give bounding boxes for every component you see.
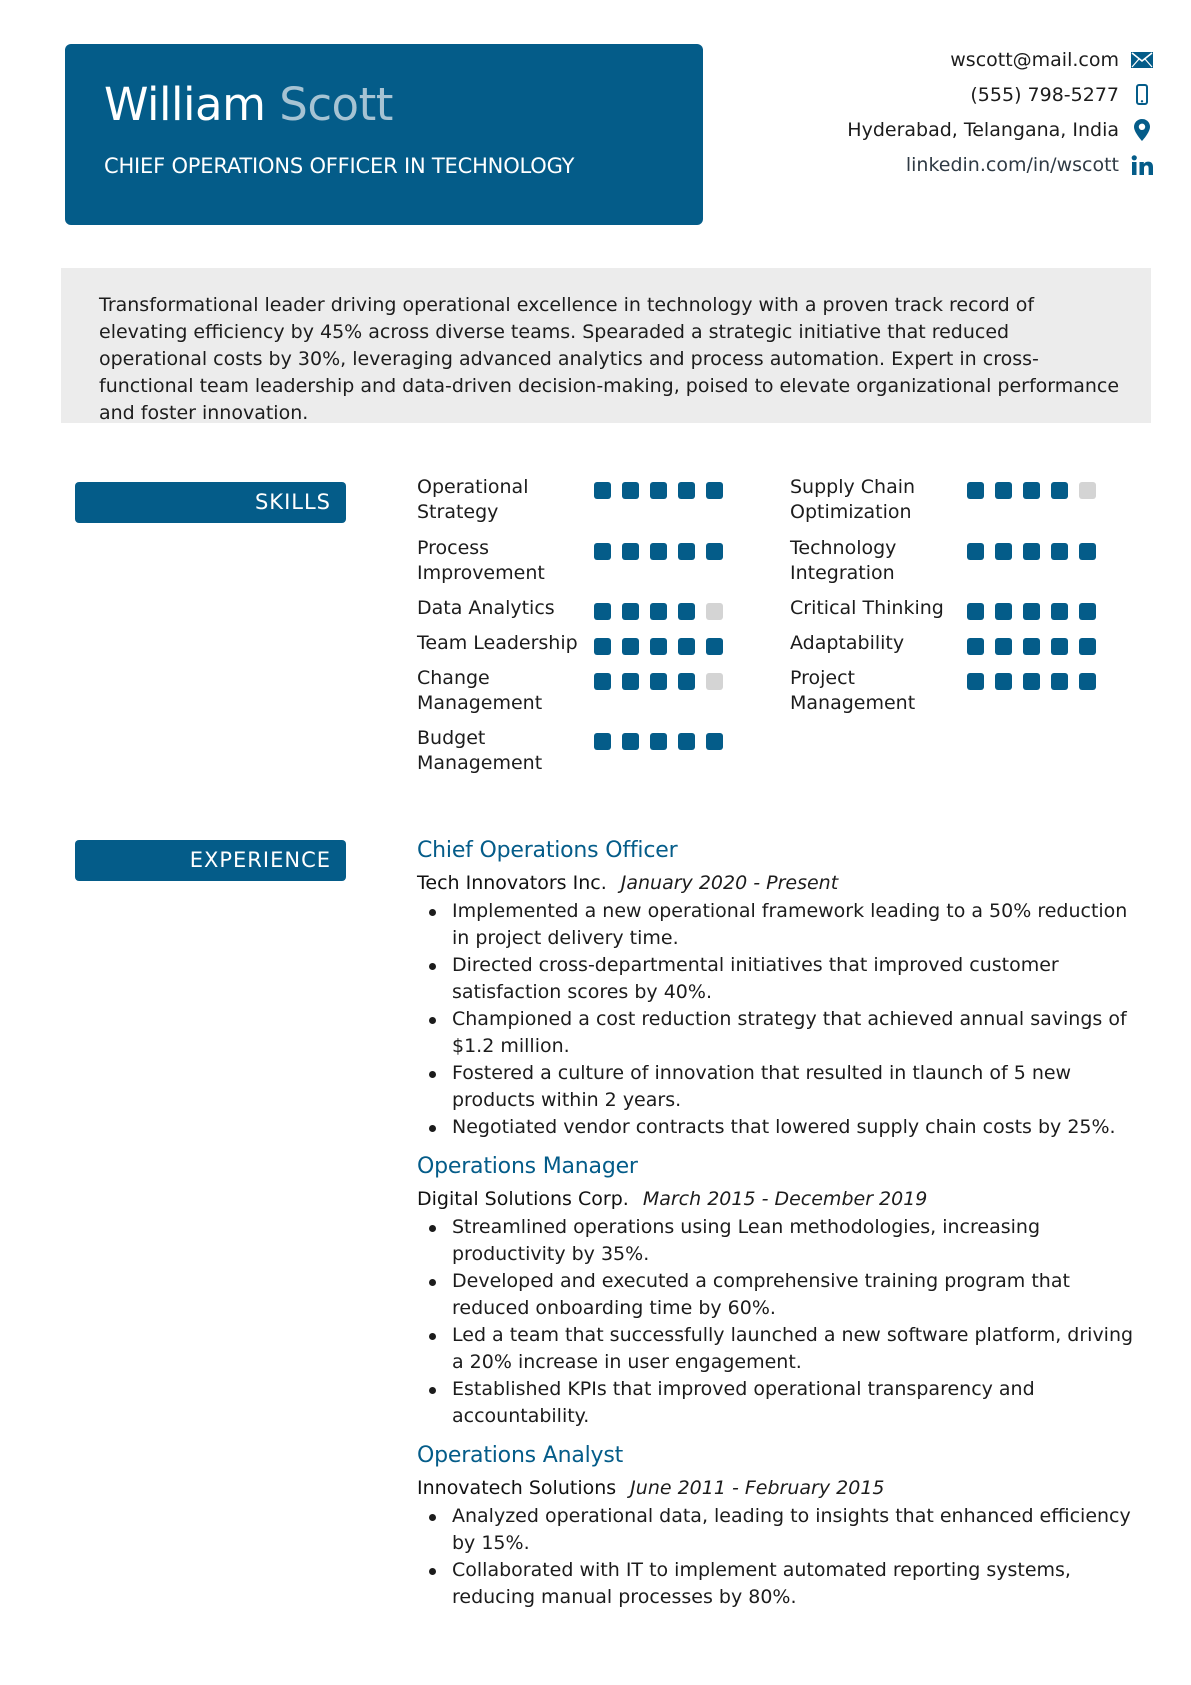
rating-square-filled xyxy=(1051,673,1068,690)
rating-square-filled xyxy=(995,673,1012,690)
skill-rating xyxy=(594,673,734,690)
rating-square-filled xyxy=(706,482,723,499)
rating-square-empty xyxy=(706,673,723,690)
skill-item xyxy=(790,475,1130,536)
rating-square-empty xyxy=(706,603,723,620)
bullet-item: Established KPIs that improved operational transparency and accountability. xyxy=(417,1376,1147,1430)
rating-square-filled xyxy=(1051,482,1068,499)
bullet-item: Collaborated with IT to implement automated reporting systems, reducing manual processes by 80%. xyxy=(417,1557,1147,1611)
rating-square-filled xyxy=(678,603,695,620)
last-name: Scott xyxy=(279,78,393,131)
job-bullets xyxy=(417,898,1147,1141)
contact-info xyxy=(703,42,1153,182)
bullet-item: Led a team that successfully launched a new software platform, driving a 20% increase in user engagement. xyxy=(417,1322,1147,1376)
contact-linkedin[interactable] xyxy=(703,147,1153,182)
skill-rating xyxy=(967,482,1107,499)
bullet-item: Championed a cost reduction strategy that achieved annual savings of $1.2 million. xyxy=(417,1006,1147,1060)
rating-square-filled xyxy=(1051,638,1068,655)
job-dates: January 2020 - Present xyxy=(620,872,839,894)
rating-square-filled xyxy=(1079,603,1096,620)
job-entry xyxy=(417,836,1147,1141)
skill-name: Team Leadership xyxy=(417,632,578,654)
skill-rating xyxy=(594,543,734,560)
bullet-item: Analyzed operational data, leading to insights that enhanced efficiency by 15%. xyxy=(417,1503,1147,1557)
skill-name: Budget Management xyxy=(417,727,543,774)
skill-name: Data Analytics xyxy=(417,597,555,619)
job-title: Operations Analyst xyxy=(417,1443,624,1468)
skill-item xyxy=(417,726,757,786)
job-bullets xyxy=(417,1214,1147,1430)
rating-square-filled xyxy=(967,603,984,620)
rating-square-filled xyxy=(995,543,1012,560)
rating-square-filled xyxy=(967,543,984,560)
skill-rating xyxy=(967,638,1107,655)
rating-square-filled xyxy=(650,482,667,499)
skill-item xyxy=(790,631,1130,666)
job-bullets xyxy=(417,1503,1147,1611)
rating-square-filled xyxy=(1023,482,1040,499)
skill-rating xyxy=(594,482,734,499)
bullet-item: Developed and executed a comprehensive training program that reduced onboarding time by 60%. xyxy=(417,1268,1147,1322)
full-name xyxy=(104,78,393,131)
envelope-icon xyxy=(1131,49,1153,71)
rating-square-filled xyxy=(650,638,667,655)
bullet-item: Fostered a culture of innovation that resulted in tlaunch of 5 new products within 2 years. xyxy=(417,1060,1147,1114)
rating-square-filled xyxy=(678,733,695,750)
skill-item xyxy=(790,596,1130,631)
phone-text[interactable]: (555) 798-5277 xyxy=(970,83,1119,106)
skill-name: Project Management xyxy=(790,667,916,714)
company-name: Digital Solutions Corp. xyxy=(417,1188,629,1210)
rating-square-filled xyxy=(594,482,611,499)
rating-square-filled xyxy=(678,673,695,690)
rating-square-filled xyxy=(594,733,611,750)
rating-square-filled xyxy=(678,482,695,499)
skill-name: Supply Chain Optimization xyxy=(790,476,916,523)
linkedin-icon xyxy=(1131,154,1153,176)
skill-item xyxy=(417,596,757,631)
rating-square-filled xyxy=(1023,543,1040,560)
skills-column-right xyxy=(790,475,1130,726)
skill-rating xyxy=(967,673,1107,690)
experience-list xyxy=(417,836,1147,1622)
company-name: Tech Innovators Inc. xyxy=(417,872,607,894)
job-title: Chief Operations Officer xyxy=(417,838,678,863)
skill-rating xyxy=(967,543,1107,560)
skills-column-left xyxy=(417,475,757,786)
skill-name: Critical Thinking xyxy=(790,597,944,619)
rating-square-filled xyxy=(594,543,611,560)
skill-item xyxy=(417,536,757,596)
skill-rating xyxy=(594,603,734,620)
mobile-phone-icon xyxy=(1131,84,1153,106)
skill-name: Technology Integration xyxy=(790,537,897,584)
rating-square-filled xyxy=(1023,638,1040,655)
rating-square-filled xyxy=(622,638,639,655)
job-entry xyxy=(417,1152,1147,1430)
company-name: Innovatech Solutions xyxy=(417,1477,617,1499)
rating-square-filled xyxy=(622,543,639,560)
rating-square-filled xyxy=(706,733,723,750)
job-dates: March 2015 - December 2019 xyxy=(642,1188,928,1210)
skill-name: Operational Strategy xyxy=(417,476,529,523)
skill-item xyxy=(790,536,1130,596)
rating-square-filled xyxy=(678,543,695,560)
rating-square-filled xyxy=(622,733,639,750)
rating-square-filled xyxy=(1079,673,1096,690)
rating-square-empty xyxy=(1079,482,1096,499)
bullet-item: Directed cross-departmental initiatives that improved customer satisfaction scores by 40%. xyxy=(417,952,1147,1006)
rating-square-filled xyxy=(622,673,639,690)
rating-square-filled xyxy=(967,482,984,499)
skills-heading: SKILLS xyxy=(75,482,346,523)
experience-heading: EXPERIENCE xyxy=(75,840,346,881)
job-entry xyxy=(417,1441,1147,1611)
bullet-item: Negotiated vendor contracts that lowered supply chain costs by 25%. xyxy=(417,1114,1147,1141)
rating-square-filled xyxy=(1023,603,1040,620)
rating-square-filled xyxy=(622,482,639,499)
rating-square-filled xyxy=(967,673,984,690)
job-title: Operations Manager xyxy=(417,1154,638,1179)
contact-email[interactable] xyxy=(703,42,1153,77)
contact-phone[interactable] xyxy=(703,77,1153,112)
header-banner xyxy=(65,44,703,225)
rating-square-filled xyxy=(650,673,667,690)
rating-square-filled xyxy=(995,603,1012,620)
skill-item xyxy=(417,631,757,666)
rating-square-filled xyxy=(594,638,611,655)
bullet-item: Implemented a new operational framework leading to a 50% reduction in project delivery time. xyxy=(417,898,1147,952)
rating-square-filled xyxy=(650,733,667,750)
job-meta xyxy=(417,1473,1147,1503)
rating-square-filled xyxy=(1079,638,1096,655)
bullet-item: Streamlined operations using Lean methodologies, increasing productivity by 35%. xyxy=(417,1214,1147,1268)
rating-square-filled xyxy=(650,543,667,560)
location-pin-icon xyxy=(1131,119,1153,141)
job-meta xyxy=(417,1184,1147,1214)
skill-name: Process Improvement xyxy=(417,537,545,584)
rating-square-filled xyxy=(650,603,667,620)
skill-rating xyxy=(967,603,1107,620)
rating-square-filled xyxy=(622,603,639,620)
rating-square-filled xyxy=(1051,603,1068,620)
location-text: Hyderabad, Telangana, India xyxy=(847,118,1119,141)
rating-square-filled xyxy=(967,638,984,655)
rating-square-filled xyxy=(1023,673,1040,690)
rating-square-filled xyxy=(995,482,1012,499)
contact-location xyxy=(703,112,1153,147)
rating-square-filled xyxy=(706,638,723,655)
skill-item xyxy=(417,666,757,726)
skill-name: Adaptability xyxy=(790,632,905,654)
skill-rating xyxy=(594,638,734,655)
rating-square-filled xyxy=(678,638,695,655)
linkedin-text[interactable]: linkedin.com/in/wscott xyxy=(905,153,1119,176)
rating-square-filled xyxy=(995,638,1012,655)
rating-square-filled xyxy=(706,543,723,560)
job-dates: June 2011 - February 2015 xyxy=(630,1477,885,1499)
summary-box xyxy=(61,268,1151,423)
skill-name: Change Management xyxy=(417,667,543,714)
skill-item xyxy=(790,666,1130,726)
skill-item xyxy=(417,475,757,536)
skill-rating xyxy=(594,733,734,750)
rating-square-filled xyxy=(1079,543,1096,560)
rating-square-filled xyxy=(594,673,611,690)
summary-text: Transformational leader driving operational excellence in technology with a proven track record of elevating efficiency by 45% across diverse teams. Spearaded a strategic initiative that reduced operational costs by 30%, leveraging advanced analytics and process automation. Expert in cross-functional team leadership and data-driven decision-making, poised to elevate organizational performance and foster innovation. xyxy=(99,294,1120,424)
first-name: William xyxy=(104,78,266,131)
email-text[interactable]: wscott@mail.com xyxy=(950,48,1119,71)
rating-square-filled xyxy=(1051,543,1068,560)
job-role: CHIEF OPERATIONS OFFICER IN TECHNOLOGY xyxy=(104,154,575,178)
rating-square-filled xyxy=(594,603,611,620)
job-meta xyxy=(417,868,1147,898)
